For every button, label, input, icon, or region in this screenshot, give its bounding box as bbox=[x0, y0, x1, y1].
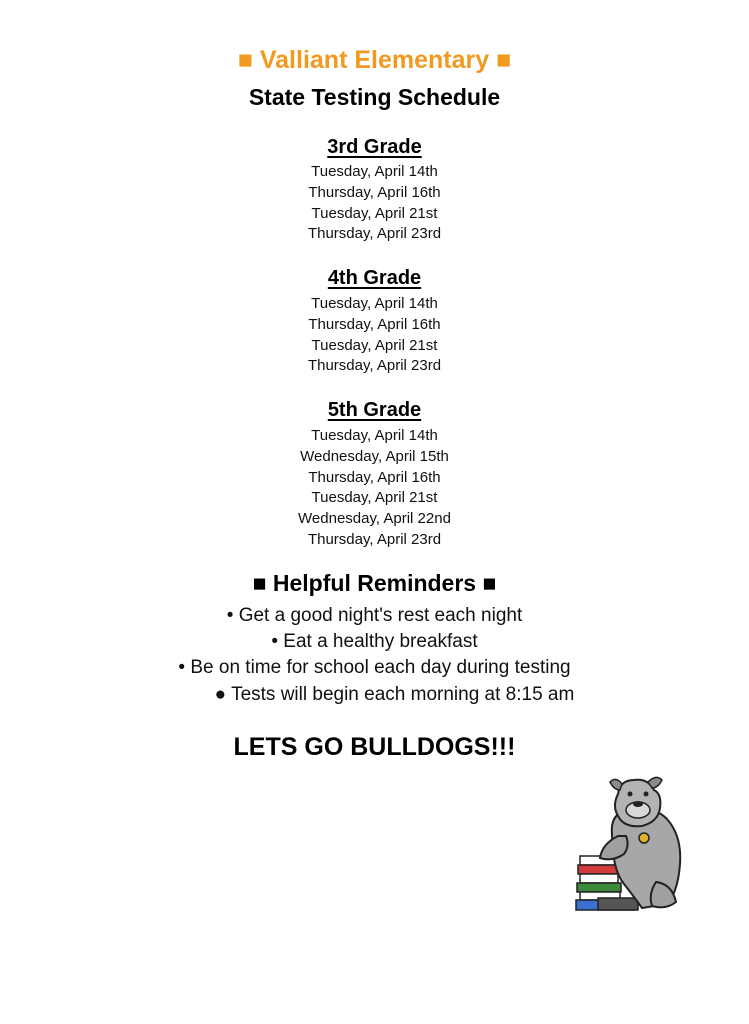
date-item: Tuesday, April 21st bbox=[311, 204, 438, 222]
date-item: Tuesday, April 14th bbox=[311, 427, 438, 444]
date-item: Tuesday, April 21st bbox=[311, 489, 438, 507]
date-item: Thursday, April 16th bbox=[308, 468, 441, 486]
grade-3-dates bbox=[0, 162, 749, 245]
bulldog-mascot-icon bbox=[572, 774, 692, 914]
school-name: ■ Valliant Elementary ■ bbox=[237, 46, 512, 74]
date-item: Wednesday, April 22nd bbox=[298, 510, 451, 528]
date-item: Thursday, April 16th bbox=[308, 183, 441, 201]
date-item: Thursday, April 16th bbox=[308, 315, 441, 333]
page-title: State Testing Schedule bbox=[248, 84, 501, 110]
date-item: Wednesday, April 15th bbox=[300, 447, 449, 465]
reminder-item: • Be on time for school each day during testing bbox=[178, 657, 571, 678]
closing-slogan: LETS GO BULLDOGS!!! bbox=[233, 733, 516, 761]
reminder-item: • Eat a healthy breakfast bbox=[271, 631, 478, 652]
grade-4-dates bbox=[0, 294, 749, 377]
date-item: Thursday, April 23rd bbox=[307, 225, 442, 243]
date-item: Tuesday, April 14th bbox=[311, 163, 438, 180]
date-item: Thursday, April 23rd bbox=[307, 530, 442, 548]
reminders-title: ■ Helpful Reminders ■ bbox=[252, 570, 497, 596]
grade-5-title: 5th Grade bbox=[327, 399, 422, 421]
reminder-item: • Get a good night's rest each night bbox=[226, 605, 523, 626]
date-item: Tuesday, April 14th bbox=[311, 295, 438, 312]
grade-4-title: 4th Grade bbox=[327, 267, 422, 289]
grade-3-title: 3rd Grade bbox=[327, 136, 422, 158]
date-item: Thursday, April 23rd bbox=[307, 357, 442, 375]
grade-5-dates bbox=[0, 426, 749, 551]
date-item: Tuesday, April 21st bbox=[311, 336, 438, 354]
reminder-item: ● Tests will begin each morning at 8:15 am bbox=[214, 684, 575, 705]
